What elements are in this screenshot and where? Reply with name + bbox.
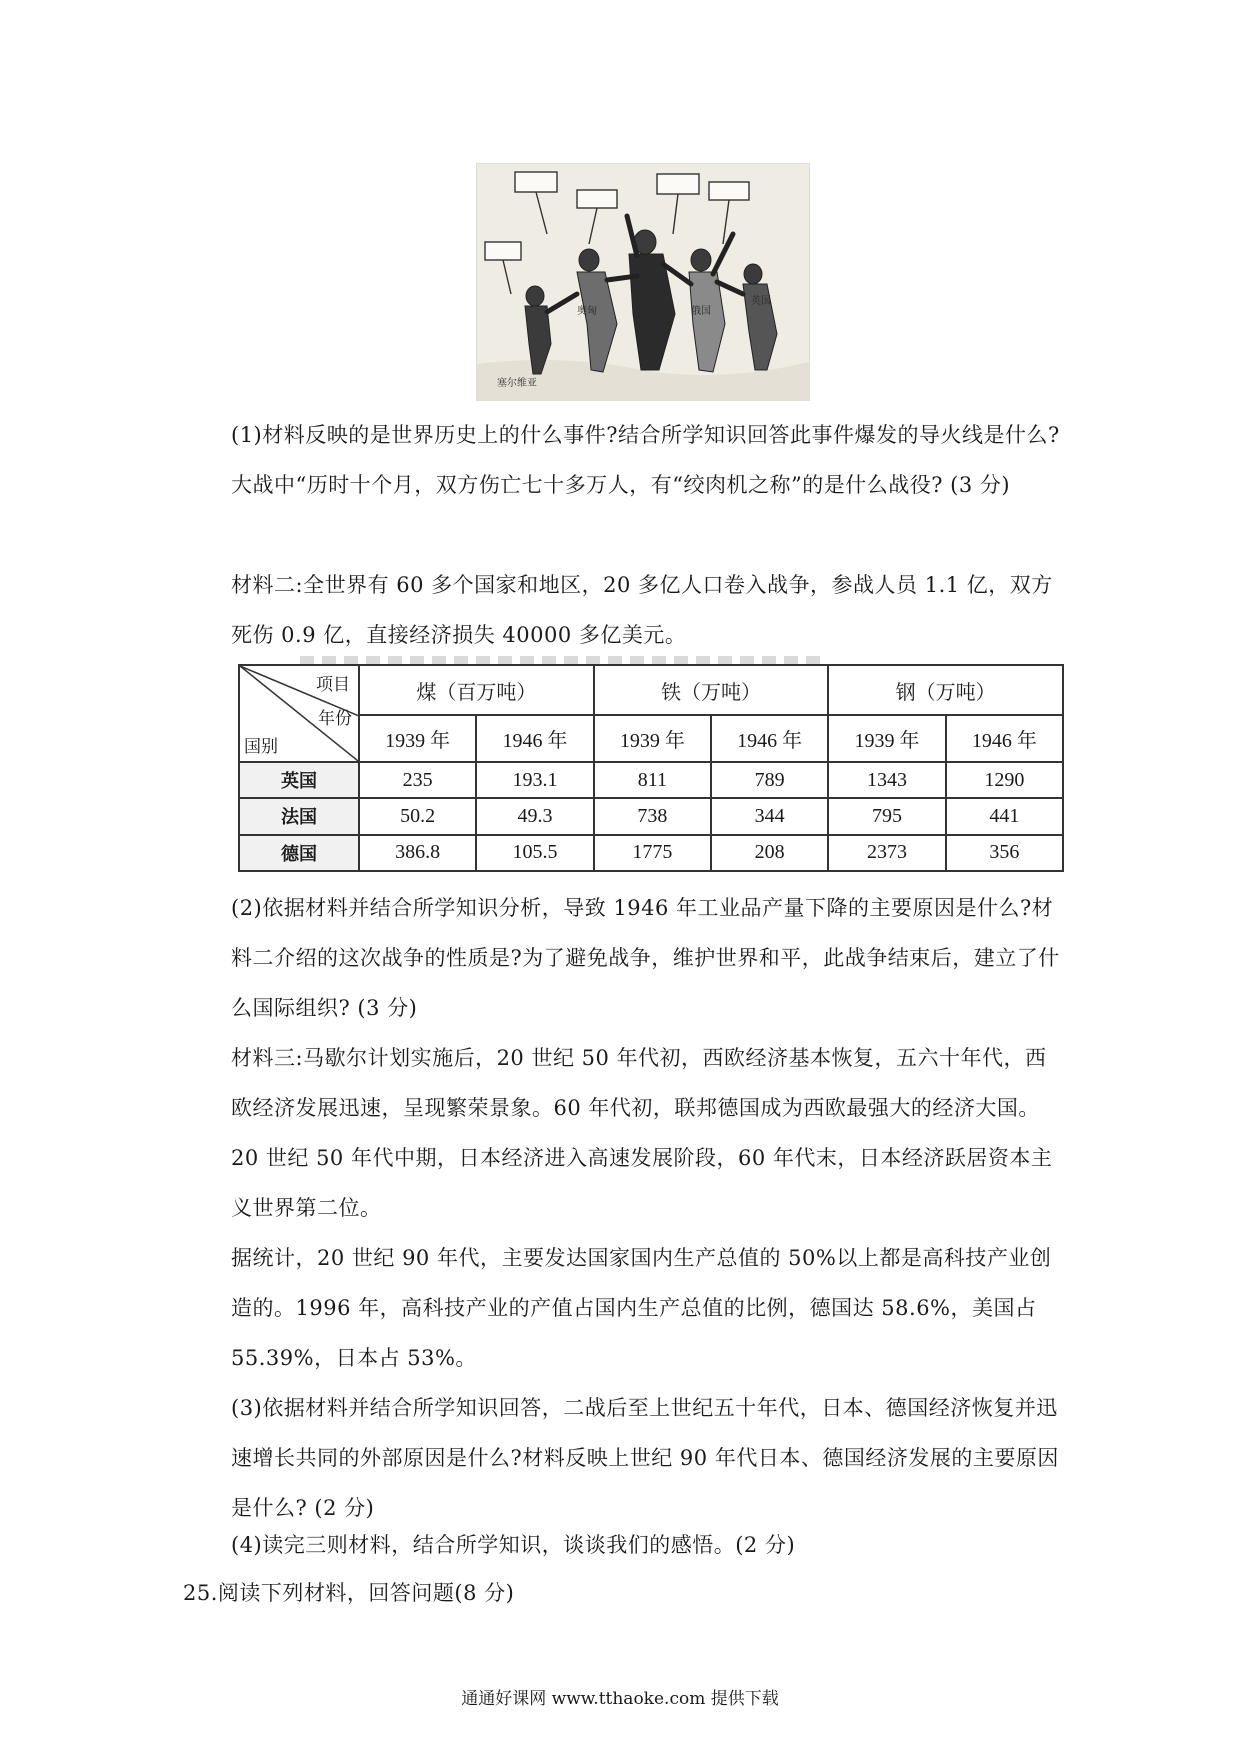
question-25-heading: 25.阅读下列材料，回答问题(8 分) (183, 1581, 515, 1605)
table-cell: 49.3 (476, 798, 593, 834)
production-table (238, 664, 1064, 872)
cartoon-label-austria: 奥匈 (577, 306, 597, 317)
row-country: 英国 (239, 762, 359, 798)
table-cell: 1343 (828, 762, 945, 798)
table-cell: 344 (711, 798, 828, 834)
corner-year-label: 年份 (318, 709, 352, 729)
table-cell: 386.8 (359, 835, 476, 871)
table-cell: 1290 (946, 762, 1063, 798)
group-header-iron: 铁（万吨） (594, 665, 829, 715)
year-header: 1939 年 (359, 715, 476, 761)
year-header: 1946 年 (946, 715, 1063, 761)
table-cell: 208 (711, 835, 828, 871)
cartoon-label-britain: 英国 (751, 296, 771, 307)
corner-country-label: 国别 (244, 736, 278, 757)
year-header: 1946 年 (711, 715, 828, 761)
table-cell: 50.2 (359, 798, 476, 834)
material-2: 材料二:全世界有 60 多个国家和地区，20 多亿人口卷入战争，参战人员 1.1 亿，双方死伤 0.9 亿，直接经济损失 40000 多亿美元。 (231, 573, 1053, 647)
row-country: 法国 (239, 798, 359, 834)
cartoon-drawing (477, 164, 809, 400)
table-cell: 789 (711, 762, 828, 798)
table-cell: 356 (946, 835, 1063, 871)
group-header-steel: 钢（万吨） (828, 665, 1063, 715)
table-cell: 193.1 (476, 762, 593, 798)
table-cell: 1775 (594, 835, 711, 871)
group-header-coal: 煤（百万吨） (359, 665, 594, 715)
row-country: 德国 (239, 835, 359, 871)
corner-item-label: 项目 (316, 675, 350, 695)
table-row (239, 835, 1063, 871)
table-cell: 235 (359, 762, 476, 798)
question-3: (3)依据材料并结合所学知识回答，二战后至上世纪五十年代，日本、德国经济恢复并迅速增长共同的外部原因是什么?材料反映上世纪 90 年代日本、德国经济发展的主要原因是什么? (2 分) (231, 1396, 1059, 1520)
table-row (239, 798, 1063, 834)
material-3-part-2: 据统计，20 世纪 90 年代，主要发达国家国内生产总值的 50%以上都是高科技产业创造的。1996 年，高科技产业的产值占国内生产总值的比例，德国达 58.6%，美国占 55.39%，日本占 53%。 (231, 1246, 1052, 1370)
year-header: 1939 年 (594, 715, 711, 761)
question-1: (1)材料反映的是世界历史上的什么事件?结合所学知识回答此事件爆发的导火线是什么?大战中“历时十个月，双方伤亡七十多万人，有“绞肉机之称”的是什么战役? (3 分) (231, 423, 1060, 497)
year-header: 1939 年 (828, 715, 945, 761)
page-footer: 通通好课网 www.tthaoke.com 提供下载 (461, 1689, 779, 1709)
table-cell: 795 (828, 798, 945, 834)
table-cell: 811 (594, 762, 711, 798)
table-cell: 2373 (828, 835, 945, 871)
question-2: (2)依据材料并结合所学知识分析，导致 1946 年工业品产量下降的主要原因是什么?材料二介绍的这次战争的性质是?为了避免战争，维护世界和平，此战争结束后，建立了什么国际组织? (3 分) (231, 896, 1060, 1020)
table-cell: 105.5 (476, 835, 593, 871)
question-4: (4)读完三则材料，结合所学知识，谈谈我们的感悟。(2 分) (231, 1533, 796, 1557)
scan-artifact (300, 656, 820, 664)
table-cell: 441 (946, 798, 1063, 834)
table-corner-header (239, 665, 359, 762)
cartoon-label-germany: 德国 (633, 296, 653, 307)
table-cell: 738 (594, 798, 711, 834)
material-3-part-1: 材料三:马歇尔计划实施后，20 世纪 50 年代初，西欧经济基本恢复，五六十年代，西欧经济发展迅速，呈现繁荣景象。60 年代初，联邦德国成为西欧最强大的经济大国。20 世纪 50 年代中期，日本经济进入高速发展阶段，60 年代末，日本经济跃居资本主义世界第二位。 (231, 1046, 1053, 1220)
cartoon-label-russia: 俄国 (691, 306, 711, 317)
year-header: 1946 年 (476, 715, 593, 761)
ww1-cartoon-image (476, 163, 810, 401)
table-row (239, 762, 1063, 798)
cartoon-label-serbia: 塞尔维亚 (497, 378, 537, 389)
